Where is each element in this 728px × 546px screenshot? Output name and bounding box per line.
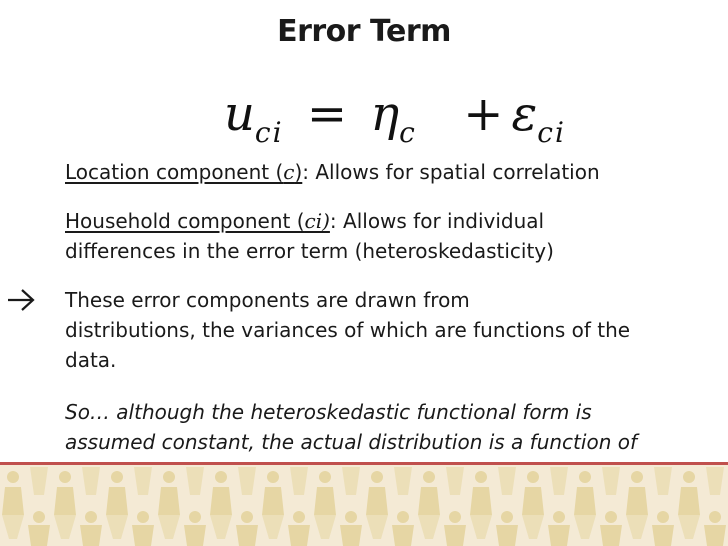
- slide-title: Error Term: [277, 14, 451, 49]
- location-component-text: [65, 157, 725, 187]
- eq-epsilon: ε: [511, 86, 538, 142]
- household-label: Household component (ci): [65, 209, 330, 233]
- variance-line-3: data.: [65, 348, 117, 372]
- eq-eta: η: [370, 86, 400, 142]
- footer-pattern: [0, 465, 728, 546]
- eq-epsilon-subscript: ci: [537, 116, 566, 149]
- variance-line-1: These error components are drawn from: [65, 288, 470, 312]
- variance-point-text: [65, 285, 725, 375]
- household-description-line2: differences in the error term (heteroskedasticity): [65, 239, 554, 263]
- household-description: : Allows for individual: [329, 209, 545, 233]
- right-arrow-icon: [4, 286, 38, 314]
- error-term-equation: [224, 86, 566, 149]
- location-description: : Allows for spatial correlation: [302, 160, 600, 184]
- household-component-text: [65, 206, 725, 266]
- note-line-2: assumed constant, the actual distribution is a function of: [65, 430, 638, 454]
- eq-eta-subscript: c: [399, 116, 417, 149]
- eq-equals: =: [306, 86, 348, 142]
- eq-u-subscript: ci: [254, 116, 284, 149]
- eq-u: u: [224, 86, 255, 142]
- eq-plus: +: [463, 86, 504, 142]
- decorative-figure-pattern-icon: [0, 465, 728, 546]
- household-var: ci): [304, 209, 330, 233]
- location-label: Location component (c): [65, 160, 303, 184]
- variance-line-2: distributions, the variances of which are functions of the: [65, 318, 631, 342]
- note-line-1: So… although the heteroskedastic functional form is: [65, 400, 592, 424]
- location-var: c: [283, 160, 295, 184]
